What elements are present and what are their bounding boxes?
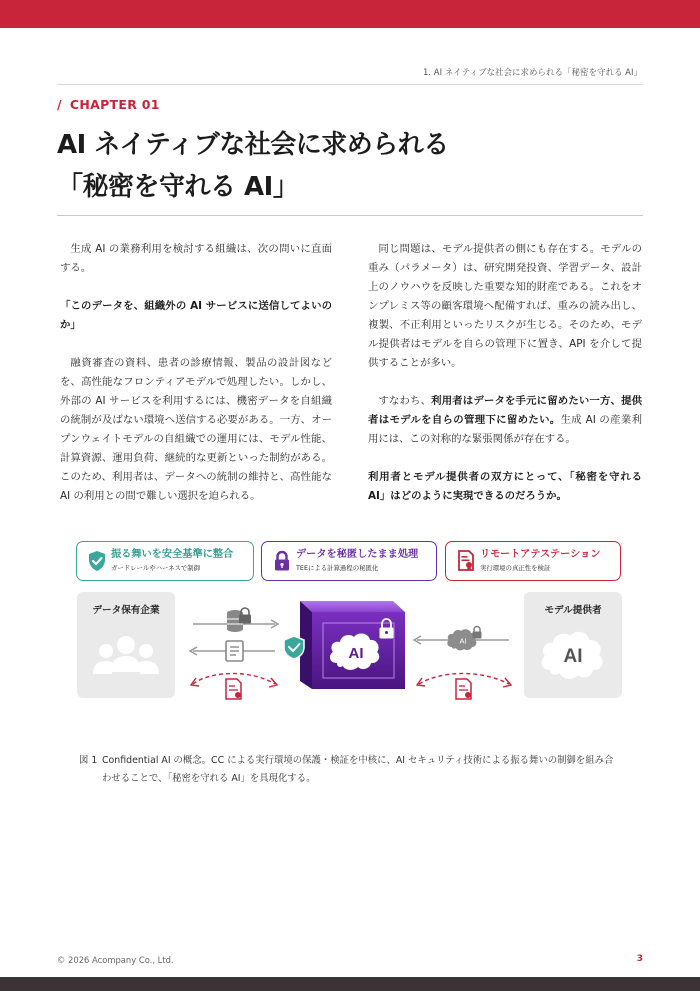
small-lock-icon — [239, 608, 251, 624]
pill-red-title: リモートアテステーション — [480, 549, 601, 560]
right-ai-text: AI — [563, 646, 583, 667]
right-question: 利用者とモデル提供者の双方にとって、「秘密を守れる AI」はどのように実現できるのだろうか。 — [368, 471, 642, 502]
page-number: 3 — [636, 954, 643, 964]
right-p2-bold: 利用者はデータを手元に留めたい一方、提供者はモデルを自らの管理下に留めたい。 — [368, 395, 643, 426]
small-brain-icon — [447, 629, 476, 650]
right-paragraph-1: 同じ問題は、モデル提供者の側にも存在する。モデルの重み（パラメータ）は、研究開発投資、学習データ、設計上のノウハウを反映した重要な知的財産である。これをオンプレミス等の顧客環境へ配備すれば、重みの読み出し、複製、不正利用といったリスクが生じる。そのため、モデル提供者はモデルを自らの管理下に置き、API を介して提供することが多い。 — [368, 243, 642, 369]
pill-purple-sub: TEEによる計算過程の秘匿化 — [296, 564, 379, 572]
document-icon — [226, 641, 243, 661]
data-owner-label: データ保有企業 — [92, 605, 160, 616]
running-head: 1. AI ネイティブな社会に求められる「秘密を守れる AI」 — [422, 68, 642, 78]
pill-red-sub: 実行環境の真正性を検証 — [480, 564, 551, 572]
right-p2-pre: すなわち、 — [378, 395, 432, 407]
figure-diagram — [75, 541, 625, 706]
bottom-band — [0, 977, 700, 991]
caption-number: 図 1 — [79, 755, 98, 766]
model-provider-label: モデル提供者 — [544, 605, 602, 616]
chapter-text: CHAPTER 01 — [69, 97, 160, 112]
page-title — [57, 124, 647, 208]
header-divider — [57, 84, 643, 85]
title-line-2: 「秘密を守れる AI」 — [57, 172, 299, 202]
chapter-slash: / — [57, 97, 62, 112]
right-p2-post: 生成 AI の産業利用には、この対称的な緊張関係が存在する。 — [368, 414, 642, 445]
left-paragraph-1: 生成 AI の業務利用を検討する組織は、次の問いに直面する。 — [60, 243, 332, 274]
attestation-certificate-right — [456, 679, 471, 699]
pill-green-sub: ガードレールやハーネスで制御 — [111, 564, 201, 572]
top-accent-band — [0, 0, 700, 28]
pill-purple-title: データを秘匿したまま処理 — [296, 549, 419, 560]
right-paragraph-2 — [368, 392, 642, 449]
left-question: 「このデータを、組織外の AI サービスに送信してよいのか」 — [60, 300, 332, 331]
center-ai-text: AI — [348, 645, 364, 662]
small-ai-text: AI — [459, 636, 467, 646]
concept-figure — [75, 541, 625, 706]
small-lock-icon-right — [473, 627, 482, 639]
caption-text: Confidential AI の概念。CC による実行環境の保護・検証を中核に、AI セキュリティ技術による振る舞いの制御を組み合わせることで、「秘密を守れる AI」を具現化する。 — [102, 755, 614, 784]
cube-shield-check-icon — [284, 636, 304, 659]
footer-copyright: © 2026 Acompany Co., Ltd. — [57, 955, 174, 965]
left-paragraph-2: 融資審査の資料、患者の診療情報、製品の設計図などを、高性能なフロンティアモデルで処理したい。しかし、外部の AI サービスを利用するには、機密データを自組織の統制が及ばない環境へ送信する必要がある。一方、オープンウェイトモデルの自組織での運用には、モデル性能、計算資源、運用負荷、継続的な更新といった制約がある。このため、利用者は、データへの統制の維持と、高性能な AI の利用との間で難しい選択を迫られる。 — [60, 357, 332, 502]
title-line-1: AI ネイティブな社会に求められる — [57, 130, 449, 160]
pill-green-title: 振る舞いを安全基準に整合 — [111, 549, 234, 560]
left-column — [60, 240, 332, 525]
right-column — [368, 240, 642, 525]
chapter-label — [57, 97, 160, 112]
title-divider — [57, 215, 643, 216]
attestation-certificate-left — [226, 679, 241, 699]
